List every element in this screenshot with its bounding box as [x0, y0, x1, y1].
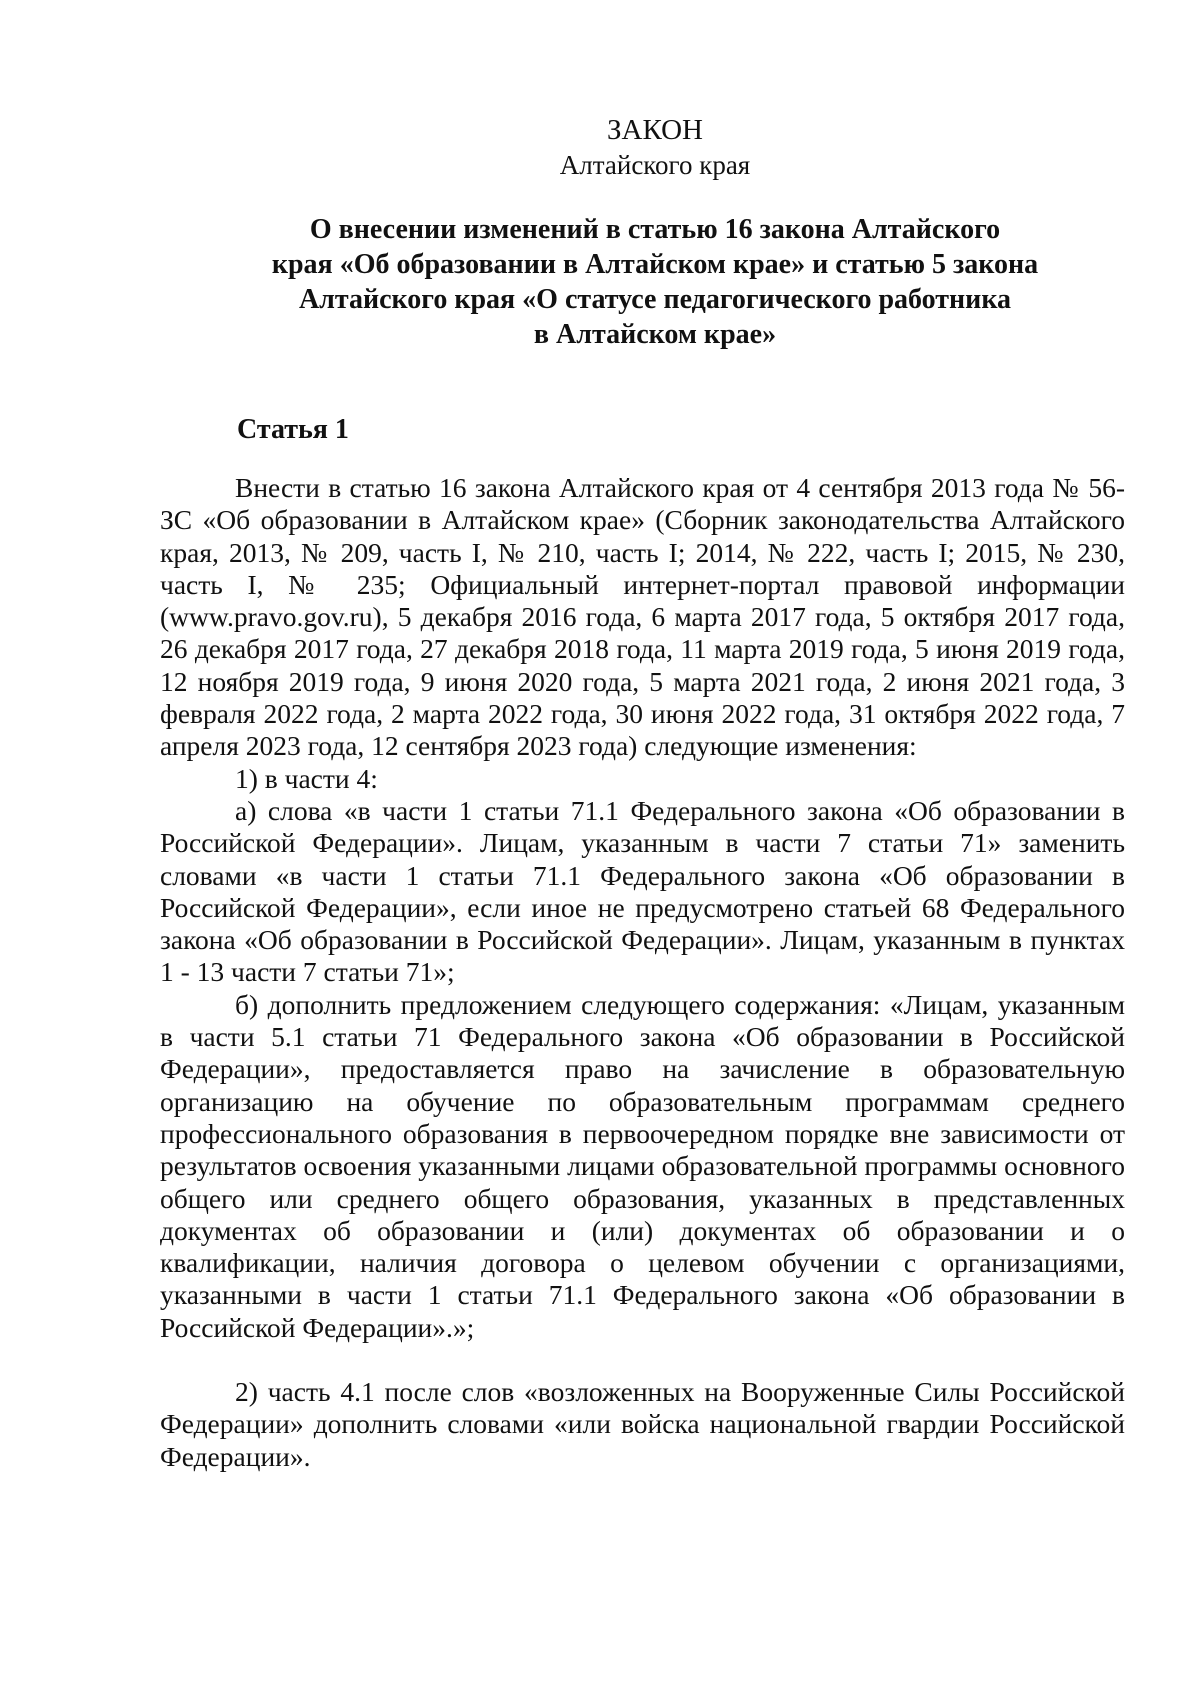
law-title-line: О внесении изменений в статью 16 закона Алтайского [309, 214, 1001, 245]
article-paragraph: Внести в статью 16 закона Алтайского края от 4 сентября 2013 года № 56-ЗС «Об образовании в Алтайском крае» (Сборник законодательства Алтайского края, 2013, № 209, часть I, № 210, часть I; 2014, № 222, часть I; 2015, № 230, часть I, № 235; Официальный интернет-портал правовой информации (www.pravo.gov.ru), 5 декабря 2016 года, 6 марта 2017 года, 5 октября 2017 года, 26 декабря 2017 года, 27 декабря 2018 года, 11 марта 2019 года, 5 июня 2019 года, 12 ноября 2019 года, 9 июня 2020 года, 5 марта 2021 года, 2 июня 2021 года, 3 февраля 2022 года, 2 марта 2022 года, 30 июня 2022 года, 31 октября 2022 года, 7 апреля 2023 года, 12 сентября 2023 года) следующие изменения: [160, 472, 1125, 762]
article-heading: Статья 1 [237, 414, 349, 445]
law-title-line: Алтайского края «О статусе педагогического работника [298, 284, 1012, 315]
law-title [240, 212, 1070, 352]
law-title-line: в Алтайском крае» [533, 319, 777, 350]
document-type-heading: ЗАКОН [607, 114, 703, 146]
article-paragraph: 2) часть 4.1 после слов «возложенных на Вооруженные Силы Российской Федерации» дополнить словами «или войска национальной гвардии Российской Федерации». [160, 1376, 1125, 1472]
article-paragraph: 1) в части 4: [235, 762, 378, 794]
issuing-region-heading: Алтайского края [559, 150, 751, 180]
article-body [160, 472, 1125, 1473]
article-paragraph: б) дополнить предложением следующего содержания: «Лицам, указанным в части 5.1 статьи 71 Федерального закона «Об образовании в Российской Федерации», предоставляется право на зачисление в образовательную организацию на обучение по образовательным программам среднего профессионального образования в первоочередном порядке вне зависимости от результатов освоения указанными лицами образовательной программы основного общего или среднего общего образования, указанных в представленных документах об образовании и (или) документах об образовании и о квалификации, наличия договора о целевом обучении с организациями, указанными в части 1 статьи 71.1 Федерального закона «Об образовании в Российской Федерации».»; [160, 988, 1125, 1343]
article-paragraph: а) слова «в части 1 статьи 71.1 Федерального закона «Об образовании в Российской Федерации». Лицам, указанным в части 7 статьи 71» заменить словами «в части 1 статьи 71.1 Федерального закона «Об образовании в Российской Федерации», если иное не предусмотрено статьей 68 Федерального закона «Об образовании в Российской Федерации». Лицам, указанным в пунктах 1 - 13 части 7 статьи 71»; [160, 794, 1125, 988]
law-title-line: края «Об образовании в Алтайском крае» и статью 5 закона [271, 249, 1039, 280]
